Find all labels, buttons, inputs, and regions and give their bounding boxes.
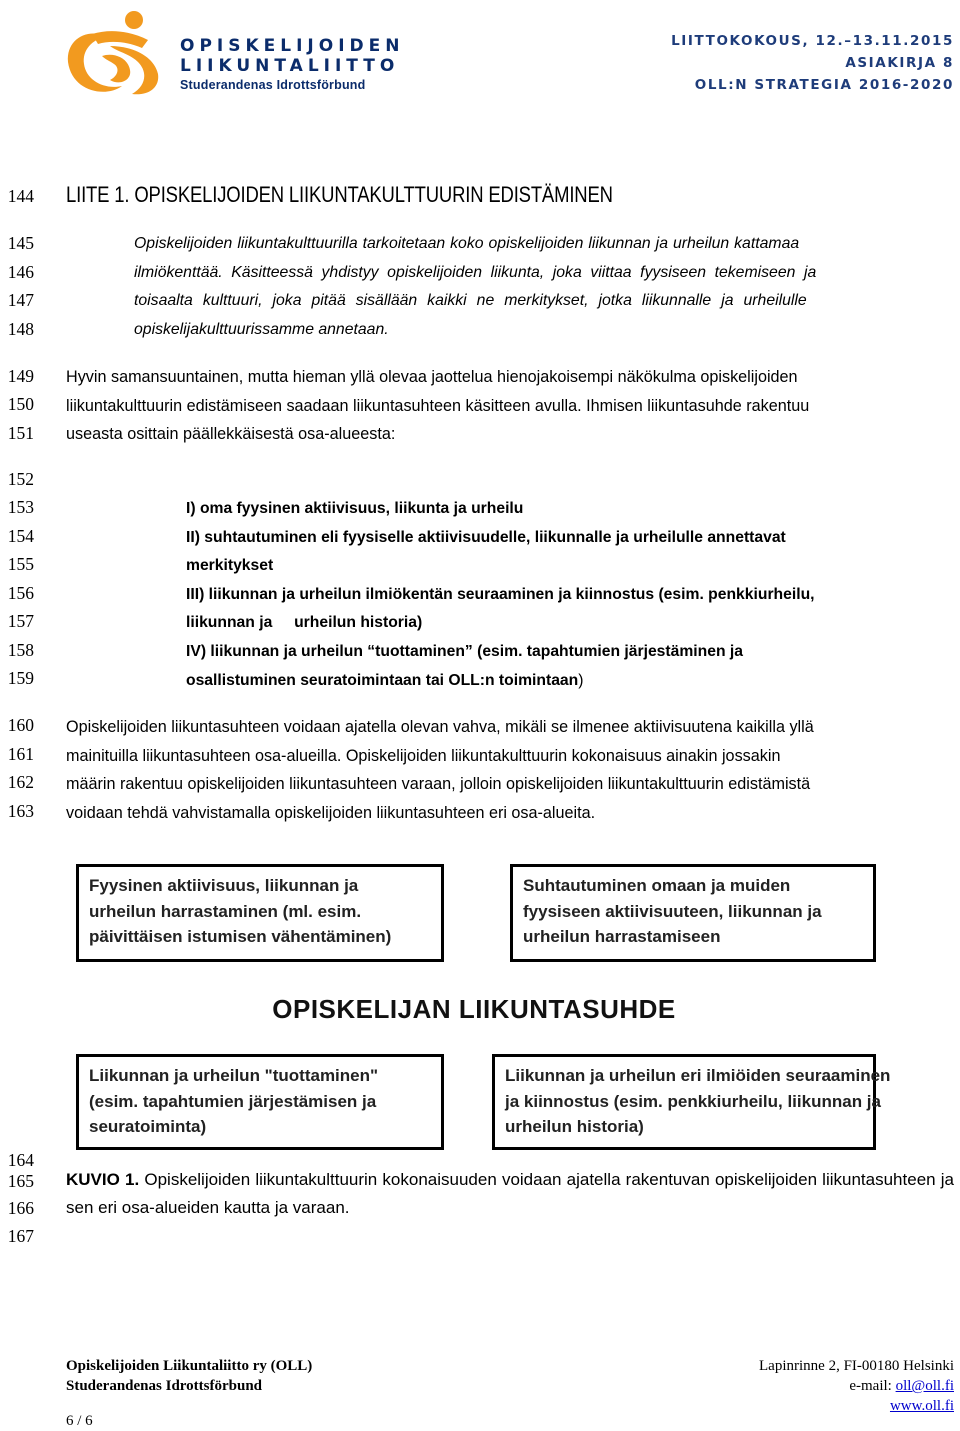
list-item: liikunnan ja urheilun historia) bbox=[186, 614, 423, 632]
line-number: 159 bbox=[7, 668, 34, 688]
figure-center-label: OPISKELIJAN LIIKUNTASUHDE bbox=[272, 994, 676, 1024]
text-line: toisaalta kulttuuri, joka pitää sisällään kaikki ne merkitykset, jotka liikunnalle ja urheilulle bbox=[134, 292, 807, 310]
intro-paragraph bbox=[134, 230, 816, 344]
line-number: 157 bbox=[7, 611, 34, 631]
figure-box-following bbox=[492, 1054, 891, 1150]
footer-contact bbox=[759, 1356, 954, 1416]
line-number: 167 bbox=[7, 1226, 34, 1246]
meta-meeting: LIITTOKOKOUS, 12.–13.11.2015 bbox=[671, 33, 954, 49]
figure-box-producing bbox=[76, 1054, 444, 1150]
line-number: 151 bbox=[7, 423, 34, 443]
figure-box-physical-activity bbox=[76, 864, 444, 962]
document-meta bbox=[671, 30, 954, 96]
list-item: III) liikunnan ja urheilun ilmiökentän seuraaminen ja kiinnostus (esim. penkkiurheilu, bbox=[186, 585, 815, 603]
list-item: I) oma fyysinen aktiivisuus, liikunta ja urheilu bbox=[186, 500, 524, 517]
line-number: 165 bbox=[7, 1171, 34, 1191]
line-number: 163 bbox=[7, 801, 34, 821]
line-number: 153 bbox=[7, 497, 34, 517]
footer-email-row bbox=[759, 1376, 954, 1396]
text-line: Opiskelijoiden liikuntakulttuurilla tarkoitetaan koko opiskelijoiden liikunnan ja urheilun kattamaa bbox=[134, 235, 800, 252]
footer-org-name: Opiskelijoiden Liikuntaliitto ry (OLL) bbox=[66, 1358, 313, 1374]
list-item: II) suhtautuminen eli fyysiselle aktiivisuudelle, liikunnalle ja urheilulle annettavat bbox=[186, 528, 786, 546]
page-number: 6 / 6 bbox=[66, 1413, 93, 1429]
line-number: 158 bbox=[7, 640, 34, 660]
figure-box-line: (esim. tapahtumien järjestämisen ja bbox=[89, 1091, 377, 1111]
paragraph-conclusion bbox=[66, 713, 814, 827]
figure-box-line: Liikunnan ja urheilun "tuottaminen" bbox=[89, 1066, 379, 1085]
line-number: 154 bbox=[7, 526, 34, 546]
footer-organization bbox=[66, 1356, 312, 1396]
paragraph-liikuntasuhde bbox=[66, 363, 809, 449]
line-number: 145 bbox=[7, 233, 34, 253]
oll-logo bbox=[62, 6, 405, 98]
figure-box-line: Liikunnan ja urheilun eri ilmiöiden seuraaminen bbox=[505, 1066, 891, 1085]
line-number: 148 bbox=[7, 319, 34, 339]
footer-email-link[interactable]: oll@oll.fi bbox=[895, 1378, 954, 1394]
figure-box-line: fyysiseen aktiivisuuteen, liikunnan ja bbox=[523, 901, 822, 921]
text-line: useasta osittain päällekkäisestä osa-alueesta: bbox=[66, 425, 396, 444]
line-number: 147 bbox=[7, 290, 34, 310]
meta-document-number: ASIAKIRJA 8 bbox=[845, 55, 954, 71]
line-number: 161 bbox=[7, 744, 34, 764]
line-number: 150 bbox=[7, 394, 34, 414]
line-number: 164 bbox=[7, 1150, 34, 1170]
figure-box-attitude bbox=[510, 864, 876, 962]
footer-address: Lapinrinne 2, FI-00180 Helsinki bbox=[759, 1358, 954, 1374]
figure-box-line: urheilun historia) bbox=[505, 1117, 644, 1136]
list-item: IV) liikunnan ja urheilun “tuottaminen” (esim. tapahtumien järjestäminen ja bbox=[186, 642, 743, 660]
list-item-tail: ) bbox=[578, 671, 584, 689]
line-number: 149 bbox=[7, 366, 34, 386]
liikuntasuhde-list bbox=[186, 495, 815, 695]
oll-logo-mark-icon bbox=[62, 6, 172, 98]
meta-strategy: OLL:N STRATEGIA 2016-2020 bbox=[694, 77, 954, 93]
logo-line-1: OPISKELIJOIDEN bbox=[180, 36, 405, 56]
caption-text: Opiskelijoiden liikuntakulttuurin kokonaisuuden voidaan ajatella rakentuvan opiskelijoiden liikuntasuhteen ja sen eri osa-alueiden kautta ja varaan. bbox=[66, 1170, 954, 1217]
line-number: 156 bbox=[7, 583, 34, 603]
footer-website-row bbox=[759, 1396, 954, 1416]
logo-wordmark bbox=[180, 36, 404, 92]
figure-caption bbox=[66, 1166, 954, 1222]
figure-box-line: seuratoiminta) bbox=[89, 1117, 207, 1136]
text-line: opiskelijakulttuurissamme annetaan. bbox=[134, 320, 389, 338]
figure-box-line: ja kiinnostus (esim. penkkiurheilu, liikunnan ja bbox=[505, 1091, 881, 1111]
text-line: ilmiökenttää. Käsitteessä yhdistyy opiskelijoiden liikunta, joka viittaa fyysiseen tekemiseen ja bbox=[134, 263, 817, 281]
list-item bbox=[186, 667, 815, 696]
figure-box-line: Suhtautuminen omaan ja muiden bbox=[523, 876, 791, 895]
figure-box-line: Fyysinen aktiivisuus, liikunnan ja bbox=[89, 876, 359, 895]
line-number: 152 bbox=[7, 469, 34, 489]
footer-org-name-swedish: Studerandenas Idrottsförbund bbox=[66, 1378, 263, 1394]
liikuntasuhde-figure bbox=[70, 856, 891, 1156]
line-number: 144 bbox=[7, 186, 34, 206]
text-line: voidaan tehdä vahvistamalla opiskelijoiden liikuntasuhteen eri osa-alueita. bbox=[66, 803, 596, 822]
text-line: mainituilla liikuntasuhteen osa-alueilla. Opiskelijoiden liikuntakulttuurin kokonaisuus ainakin jossakin bbox=[66, 746, 781, 765]
list-item: merkitykset bbox=[186, 557, 274, 575]
line-number: 160 bbox=[7, 715, 34, 735]
text-line: liikuntakulttuurin edistämiseen saadaan liikuntasuhteen käsitteen avulla. Ihmisen liikuntasuhde rakentuu bbox=[66, 396, 810, 415]
figure-box-line: päivittäisen istumisen vähentäminen) bbox=[89, 927, 392, 946]
logo-line-3: Studerandenas Idrottsförbund bbox=[180, 78, 366, 92]
line-number: 162 bbox=[7, 772, 34, 792]
list-item-text: osallistuminen seuratoimintaan tai OLL:n toimintaan bbox=[186, 671, 579, 689]
figure-box-line: urheilun harrastamiseen bbox=[523, 927, 721, 946]
caption-label: KUVIO 1. bbox=[66, 1170, 140, 1189]
line-number: 166 bbox=[7, 1198, 34, 1218]
figure-box-line: urheilun harrastaminen (ml. esim. bbox=[89, 901, 362, 921]
footer-website-link[interactable]: www.oll.fi bbox=[889, 1398, 954, 1414]
text-line: Hyvin samansuuntainen, mutta hieman yllä olevaa jaottelua hienojakoisempi näkökulma opiskelijoiden bbox=[66, 368, 798, 386]
text-line: Opiskelijoiden liikuntasuhteen voidaan ajatella olevan vahva, mikäli se ilmenee aktiivisuutena kaikilla yllä bbox=[66, 718, 814, 736]
line-number: 146 bbox=[7, 262, 34, 282]
footer-email-label: e-mail: bbox=[849, 1378, 896, 1394]
line-number: 155 bbox=[7, 554, 34, 574]
text-line: määrin rakentuu opiskelijoiden liikuntasuhteen varaan, jolloin opiskelijoiden liikuntakulttuurin edistämistä bbox=[66, 775, 811, 794]
logo-line-2: LIIKUNTALIITTO bbox=[180, 56, 400, 76]
page-title: LIITE 1. OPISKELIJOIDEN LIIKUNTAKULTTUURIN EDISTÄMINEN bbox=[66, 182, 613, 207]
